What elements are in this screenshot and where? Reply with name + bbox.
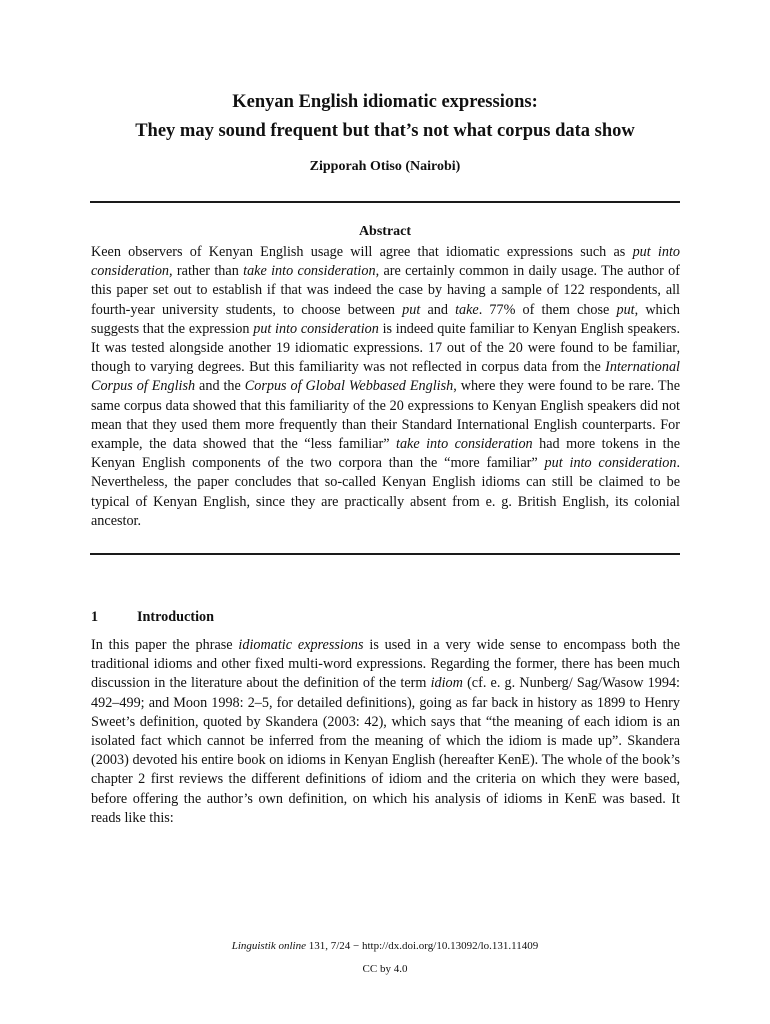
bottom-divider [90,553,680,555]
text-run: (cf. e. g. Nunberg/ Sag/Wasow 1994: 492–499; and Moon 1998: 2–5, for detailed definitions), going as far back in history as 1899 to Henry Sweet’s definition, quoted by Skandera (2003: 42), which says that “the meaning of each idiom is an isolated fact which cannot be inferred from the meaning of which the idiom is made up”. Skandera (2003) devoted his entire book on idioms in Kenyan English (hereafter KenE). The whole of the book’s chapter 2 first reviews the different definitions of idiom and the criteria on which they were based, before offering the author’s own definition, on which his analysis of idioms in KenE was based. It reads like this: [91,675,680,826]
text-run: is indeed quite familiar to Kenyan English speakers. It was tested alongside another 19 idiomatic expressions. 17 out of the 20 were found to be familiar, though to varying degrees. But this familiarity was not reflected in corpus data from the [91,320,680,376]
italic-phrase: put into consideration [253,320,379,337]
introduction-body [91,636,680,828]
journal-name: Linguistik online [231,940,306,952]
abstract-body [91,243,680,531]
italic-phrase: put into consideration, [91,244,680,280]
text-run: In this paper the phrase [91,637,239,653]
italic-phrase: idiom [430,675,463,692]
paper-title-line-2: They may sound frequent but that’s not what corpus data show [135,121,635,141]
italic-phrase: take into consideration [396,436,533,453]
italic-phrase: idiomatic expressions [238,637,364,653]
italic-phrase: put [616,301,635,318]
footer-license: CC by 4.0 [362,963,408,975]
text-run: Keen observers of Kenyan English usage will agree that idiomatic expressions such as [91,244,633,260]
text-run: , which suggests that the expression [91,301,680,337]
italic-phrase: International Corpus of English [91,359,680,395]
abstract-heading: Abstract [358,224,412,239]
italic-phrase: take [455,301,479,318]
footer-citation [0,940,770,952]
section-heading [91,609,214,626]
text-run: , where they were found to be rare. The same corpus data showed that this familiarity of the 20 expressions to Kenyan English speakers did not mean that they used them more frequently than their Standard International English counterparts. For example, the data showed that the “less familiar” [91,378,680,453]
text-run: and the [195,378,245,395]
italic-phrase: Corpus of Global Webbased English [244,378,454,395]
section-title: Introduction [137,609,214,625]
text-run: is used in a very wide sense to encompass both the traditional idioms and other fixed multi-word expressions. Regarding the former, there has been much discussion in the literature about the definition of the term [91,637,680,692]
text-run: . Nevertheless, the paper concludes that so-called Kenyan English idioms can still be claimed to be typical of Kenyan English, since they are practically absent from e. g. British English, its colonial ancestor. [91,455,680,529]
text-run: and [420,301,456,318]
paper-title-line-1: Kenyan English idiomatic expressions: [232,92,538,112]
text-run: , are certainly common in daily usage. The author of this paper set out to establish if that was indeed the case by having a sample of 122 respondents, all fourth-year university students, to choose between [91,263,680,318]
introduction-text [91,636,680,828]
author-line: Zipporah Otiso (Nairobi) [309,159,461,174]
italic-phrase: put [402,301,421,318]
italic-phrase: take into consideration [243,263,376,280]
top-divider [90,201,680,203]
abstract-text [91,243,680,531]
citation-text: 131, 7/24 − http://dx.doi.org/10.13092/lo.131.11409 [305,940,539,952]
text-run: . 77% of them chose [478,301,617,318]
text-run: had more tokens in the Kenyan English components of the two corpora than the “more familiar” [91,436,681,472]
section-number: 1 [91,609,99,625]
text-run: rather than [172,263,244,280]
italic-phrase: put into consideration [544,455,677,472]
